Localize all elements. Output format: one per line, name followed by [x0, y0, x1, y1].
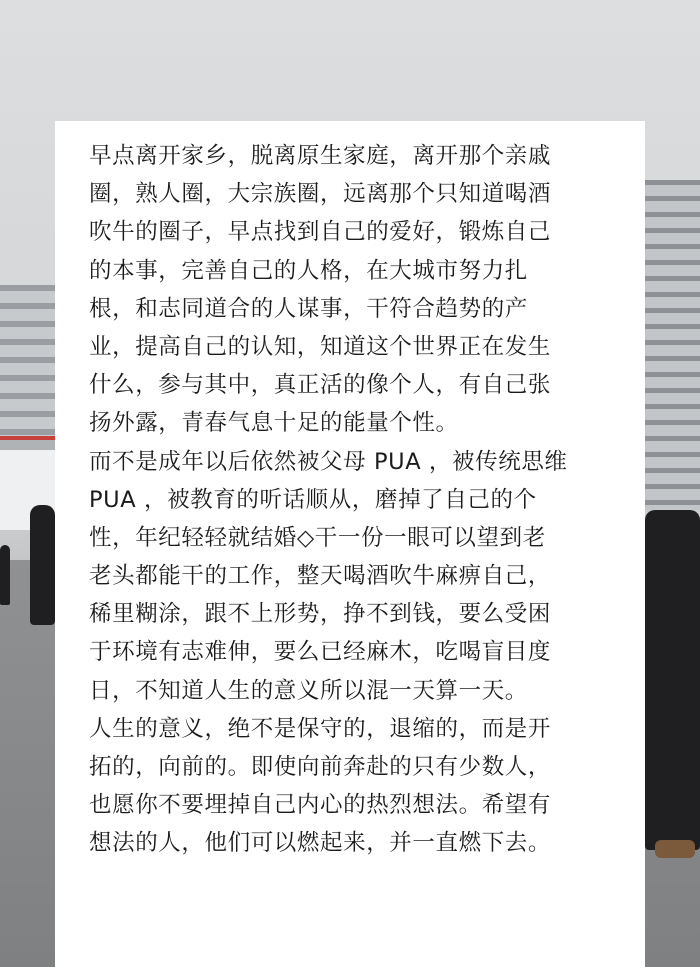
- text-line: 人生的意义，绝不是保守的，退缩的，而是开: [89, 715, 552, 742]
- right-building: [645, 180, 700, 510]
- text-line: 什么，参与其中，真正活的像个人，有自己张: [89, 372, 552, 399]
- text-line: 圈，熟人圈，大宗族圈，远离那个只知道喝酒: [89, 181, 552, 208]
- pedestrian-far-left: [0, 545, 10, 605]
- text-line: 性，年纪轻轻就结婚◇干一份一眼可以望到老: [89, 524, 546, 551]
- text-line: 业，提高自己的认知，知道这个世界正在发生: [89, 333, 552, 360]
- text-line: 日，不知道人生的意义所以混一天算一天。: [89, 677, 528, 704]
- left-building: [0, 285, 55, 445]
- pedestrian-right: [645, 510, 700, 850]
- text-line: 早点离开家乡，脱离原生家庭，离开那个亲戚: [89, 143, 552, 169]
- pedestrian-left: [30, 505, 55, 625]
- text-line: 吹牛的圈子，早点找到自己的爱好，锻炼自己: [89, 219, 552, 246]
- text-line: 的本事，完善自己的人格，在大城市努力扎: [89, 257, 528, 284]
- text-line: 老头都能干的工作，整天喝酒吹牛麻痹自己，: [89, 563, 552, 590]
- text-line: PUA ，被教育的听话顺从，磨掉了自己的个: [89, 486, 537, 513]
- text-line: 于环境有志难伸，要么已经麻木，吃喝盲目度: [89, 639, 552, 666]
- text-line: 扬外露，青春气息十足的能量个性。: [89, 410, 459, 437]
- shoe-right: [655, 840, 695, 858]
- text-line: 而不是成年以后依然被父母 PUA ，被传统思维: [89, 448, 568, 475]
- text-line: 根，和志同道合的人谋事，干符合趋势的产: [89, 295, 528, 322]
- text-line: 想法的人，他们可以燃起来，并一直燃下去。: [89, 830, 552, 857]
- essay-text: [89, 137, 629, 863]
- text-line: 稀里糊涂，跟不上形势，挣不到钱，要么受困: [89, 601, 552, 628]
- text-line: 拓的，向前的。即使向前奔赴的只有少数人，: [89, 754, 552, 780]
- text-line: 也愿你不要埋掉自己内心的热烈想法。希望有: [89, 792, 552, 819]
- text-card: [55, 121, 645, 967]
